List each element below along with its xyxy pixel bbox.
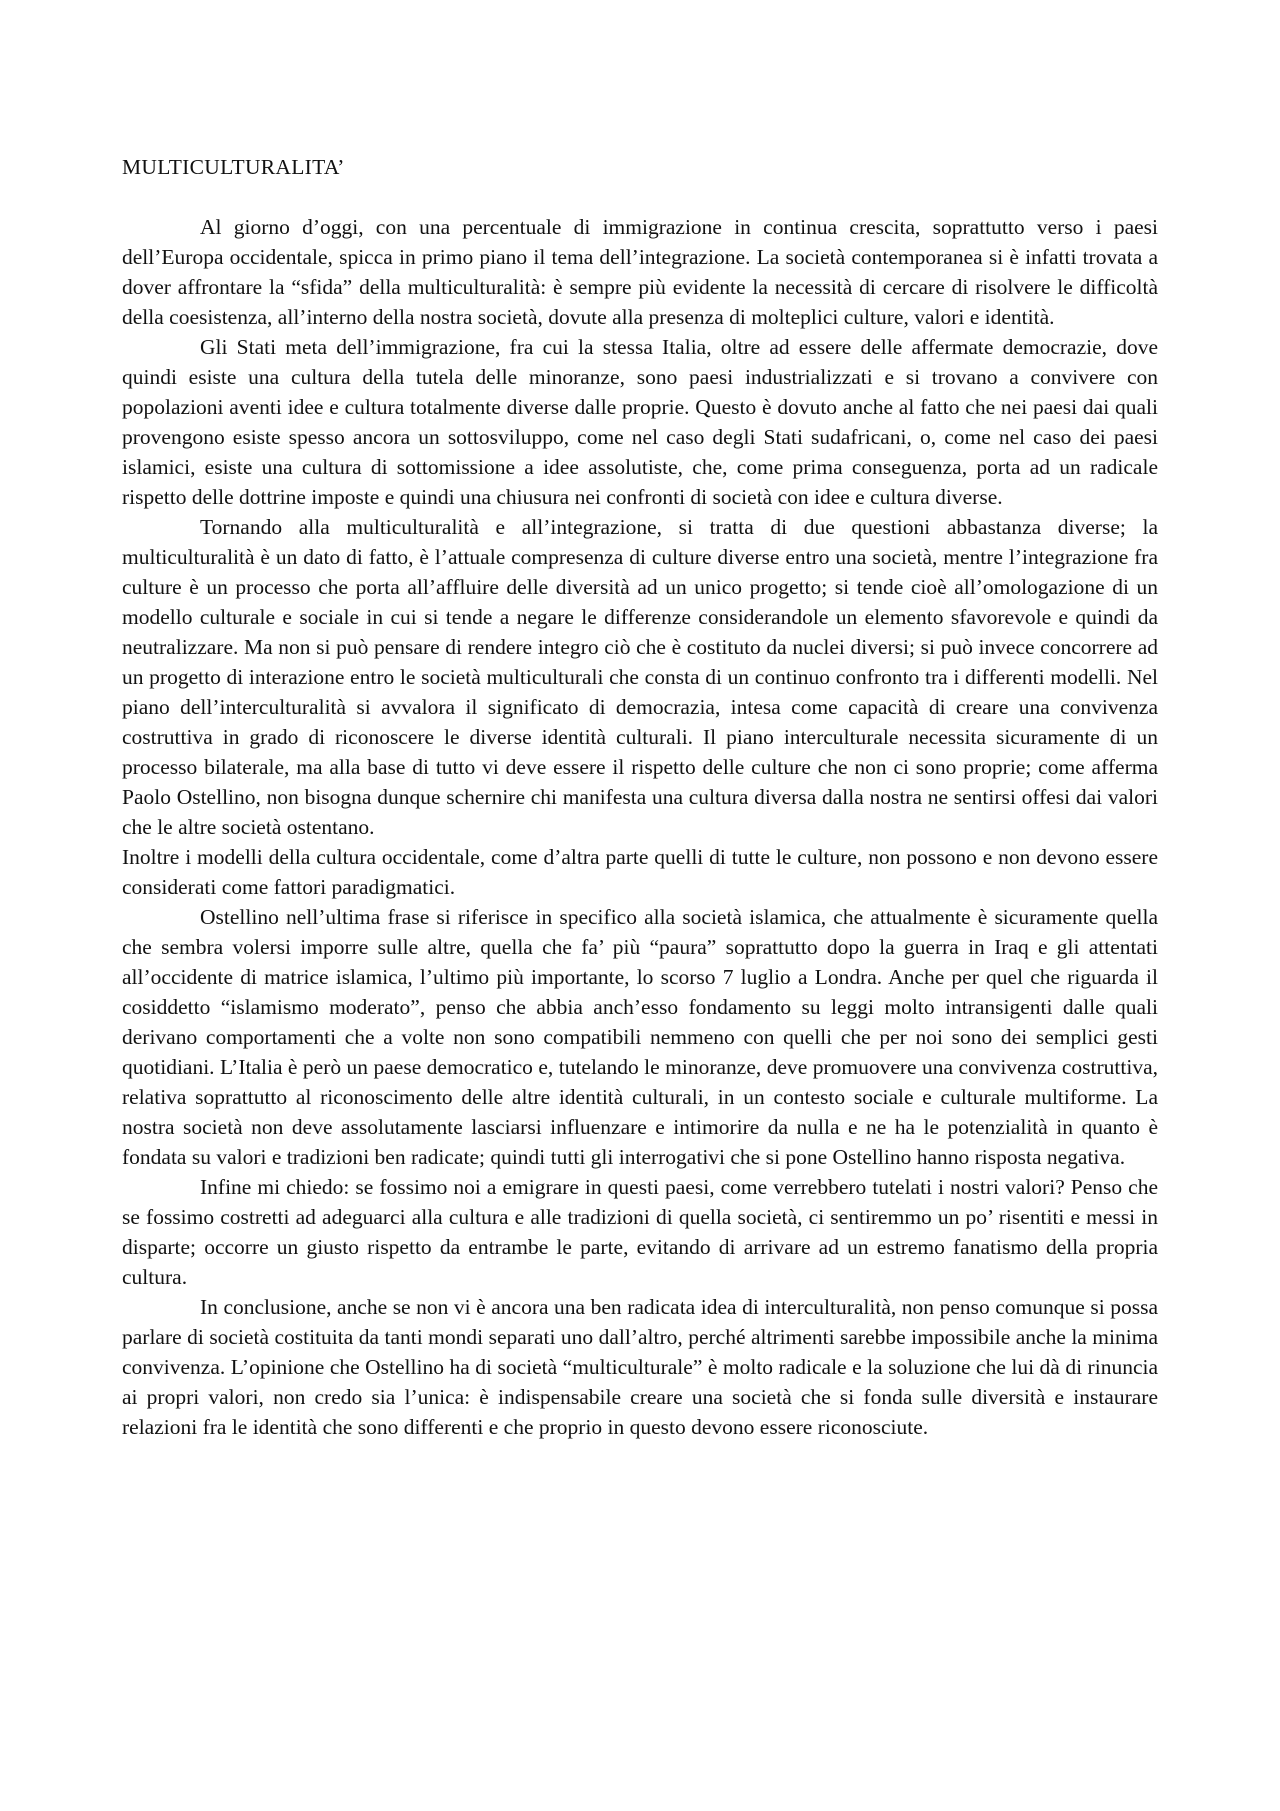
paragraph: Ostellino nell’ultima frase si riferisce in specifico alla società islamica, che attualmente è sicuramente quella che sembra volersi imporre sulle altre, quella che fa’ più “paura” soprattutto dopo la guerra in Iraq e gli attentati all’occidente di matrice islamica, l’ultimo più importante, lo scorso 7 luglio a Londra. Anche per quel che riguarda il cosiddetto “islamismo moderato”, penso che abbia anch’esso fondamento su leggi molto intransigenti dalle quali derivano comportamenti che a volte non sono compatibili nemmeno con quelli che per noi sono dei semplici gesti quotidiani. L’Italia è però un paese democratico e, tutelando le minoranze, deve promuovere una convivenza costruttiva, relativa soprattutto al riconoscimento delle altre identità culturali, in un contesto sociale e culturale multiforme. La nostra società non deve assolutamente lasciarsi influenzare e intimorire da nulla e ne ha le potenzialità in quanto è fondata su valori e tradizioni ben radicate; quindi tutti gli interrogativi che si pone Ostellino hanno risposta negativa. [122,905,1158,1169]
document-title: MULTICULTURALITA’ [122,155,345,179]
paragraph: Inoltre i modelli della cultura occidentale, come d’altra parte quelli di tutte le culture, non possono e non devono essere considerati come fattori paradigmatici. [122,845,1158,899]
paragraph: In conclusione, anche se non vi è ancora una ben radicata idea di interculturalità, non penso comunque si possa parlare di società costituita da tanti mondi separati uno dall’altro, perché altrimenti sarebbe impossibile anche la minima convivenza. L’opinione che Ostellino ha di società “multiculturale” è molto radicale e la soluzione che lui dà di rinuncia ai propri valori, non credo sia l’unica: è indispensabile creare una società che si fonda sulle diversità e instaurare relazioni fra le identità che sono differenti e che proprio in questo devono essere riconosciute. [122,1295,1158,1439]
document-body [122,152,1158,1442]
paragraph: Infine mi chiedo: se fossimo noi a emigrare in questi paesi, come verrebbero tutelati i nostri valori? Penso che se fossimo costretti ad adeguarci alla cultura e alle tradizioni di quella società, ci sentiremmo un po’ risentiti e messi in disparte; occorre un giusto rispetto da entrambe le parte, evitando di arrivare ad un estremo fanatismo della propria cultura. [122,1175,1158,1289]
paragraph: Gli Stati meta dell’immigrazione, fra cui la stessa Italia, oltre ad essere delle affermate democrazie, dove quindi esiste una cultura della tutela delle minoranze, sono paesi industrializzati e si trovano a convivere con popolazioni aventi idee e cultura totalmente diverse dalle proprie. Questo è dovuto anche al fatto che nei paesi dai quali provengono esiste spesso ancora un sottosviluppo, come nel caso degli Stati sudafricani, o, come nel caso dei paesi islamici, esiste una cultura di sottomissione a idee assolutiste, che, come prima conseguenza, porta ad un radicale rispetto delle dottrine imposte e quindi una chiusura nei confronti di società con idee e cultura diverse. [122,335,1158,509]
paragraph: Al giorno d’oggi, con una percentuale di immigrazione in continua crescita, soprattutto verso i paesi dell’Europa occidentale, spicca in primo piano il tema dell’integrazione. La società contemporanea si è infatti trovata a dover affrontare la “sfida” della multiculturalità: è sempre più evidente la necessità di cercare di risolvere le difficoltà della coesistenza, all’interno della nostra società, dovute alla presenza di molteplici culture, valori e identità. [122,215,1158,329]
paragraph: Tornando alla multiculturalità e all’integrazione, si tratta di due questioni abbastanza diverse; la multiculturalità è un dato di fatto, è l’attuale compresenza di culture diverse entro una società, mentre l’integrazione fra culture è un processo che porta all’affluire delle diversità ad un unico progetto; si tende cioè all’omologazione di un modello culturale e sociale in cui si tende a negare le differenze considerandole un elemento sfavorevole e quindi da neutralizzare. Ma non si può pensare di rendere integro ciò che è costituto da nuclei diversi; si può invece concorrere ad un progetto di interazione entro le società multiculturali che consta di un continuo confronto tra i differenti modelli. Nel piano dell’interculturalità si avvalora il significato di democrazia, intesa come capacità di creare una convivenza costruttiva in grado di riconoscere le diverse identità culturali. Il piano interculturale necessita sicuramente di un processo bilaterale, ma alla base di tutto vi deve essere il rispetto delle culture che non ci sono proprie; come afferma Paolo Ostellino, non bisogna dunque schernire chi manifesta una cultura diversa dalla nostra ne sentirsi offesi dai valori che le altre società ostentano. [122,515,1158,839]
